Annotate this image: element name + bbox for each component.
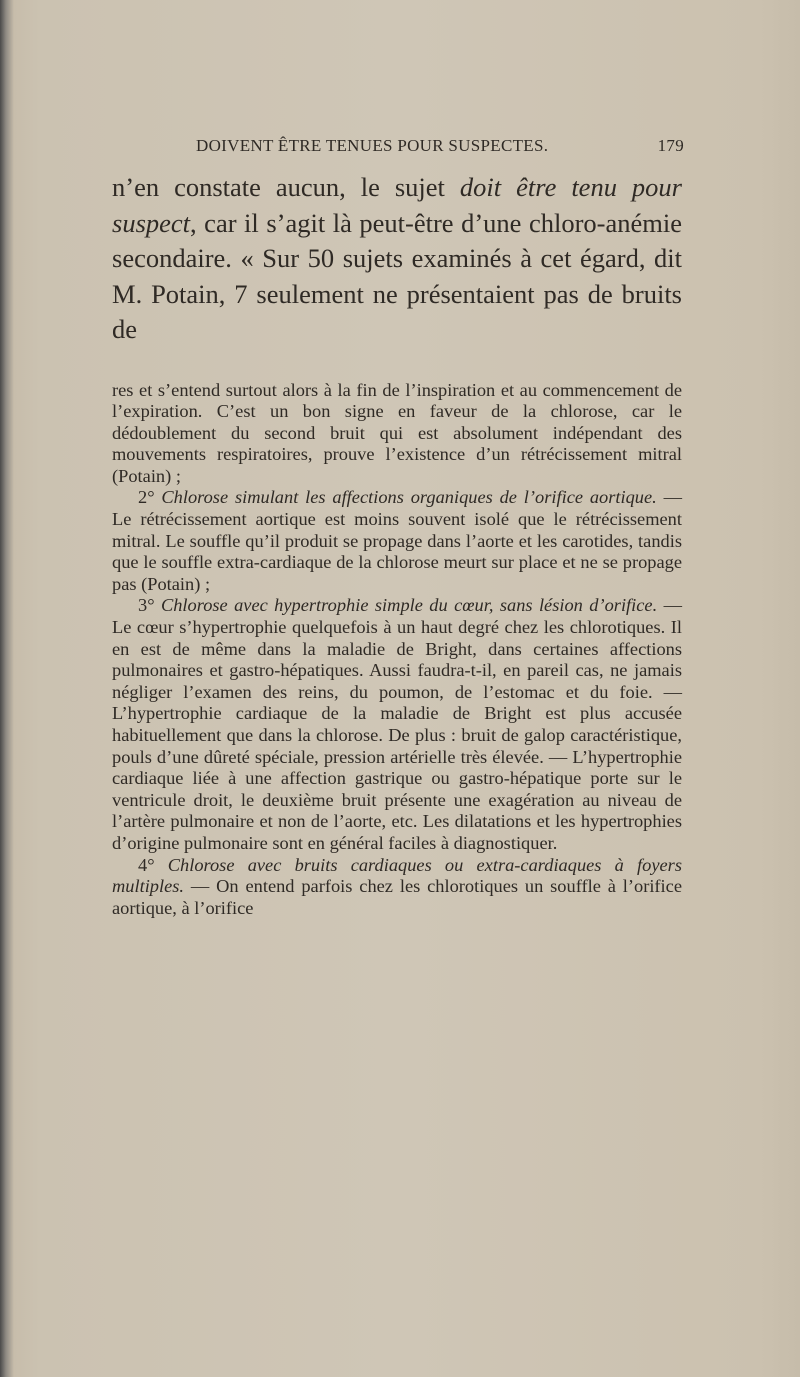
main-text-emphasis: doit être tenu pour suspect [112,172,682,238]
item-3-label: 3° [138,595,161,616]
footnote-block [112,380,682,920]
footnote-paragraph-2 [112,487,682,595]
item-2-heading: Chlorose simulant les affections organiques de l’orifice aortique. [161,487,657,508]
footnote-paragraph-1: res et s’entend surtout alors à la fin de l’inspiration et au commencement de l’expiration. C’est un bon signe en faveur de la chlorose, car le dédoublement du second bruit qui est absolument indépendant des mouvements respiratoires, prouve l’existence d’un rétrécissement mitral (Potain) ; [112,379,682,486]
main-text-start: n’en constate aucun, le sujet [112,172,460,202]
header-title: DOIVENT ÊTRE TENUES POUR SUSPECTES. [196,136,549,155]
item-4-heading: Chlorose avec bruits cardiaques ou extra-cardiaques à foyers multiples. [112,854,682,897]
item-2-label: 2° [138,487,162,508]
item-4-label: 4° [138,854,168,875]
item-3-heading: Chlorose avec hypertrophie simple du cœur, sans lésion d’orifice. [160,595,658,616]
page-body [112,170,682,919]
item-4-text: — On entend parfois chez les chlorotiques un souffle à l’orifice aortique, à l’orifice [112,876,682,918]
footnote-paragraph-3 [112,595,682,854]
item-2-text: — Le rétrécissement aortique est moins souvent isolé que le rétrécissement mitral. Le souffle qu’il produit se propage dans l’aorte et les carotides, tandis que le souffle extra-cardiaque de la chlorose meurt sur place et ne se propage pas (Potain) ; [112,487,682,594]
item-3-text: — Le cœur s’hypertrophie quelquefois à un haut degré chez les chlorotiques. Il en est de même dans la maladie de Bright, dans certaines affections pulmonaires et gastro-hépatiques. Aussi faudra-t-il, en pareil cas, ne jamais négliger l’examen des reins, du poumon, de l’estomac et du foie. — L’hypertrophie cardiaque de la maladie de Bright est plus accusée habituellement que dans la chlorose. De plus : bruit de galop caractéristique, pouls d’une dûreté spéciale, pression artérielle très élevée. — L’hypertrophie cardiaque liée à une affection gastrique ou gastro-hépatique porte sur le ventricule droit, le deuxième bruit présente une exagération au niveau de l’artère pulmonaire et non de l’aorte, etc. Les dilatations et les hypertrophies d’origine pulmonaire sont en général faciles à diagnostiquer. [112,595,682,853]
main-text-rest: , car il s’agit là peut-être d’une chloro-anémie secondaire. « Sur 50 sujets examinés à cet égard, dit M. Potain, 7 seulement ne présentaient pas de bruits de [112,207,682,344]
page-number: 179 [657,136,684,155]
main-paragraph [112,170,682,348]
footnote-paragraph-4 [112,855,682,920]
